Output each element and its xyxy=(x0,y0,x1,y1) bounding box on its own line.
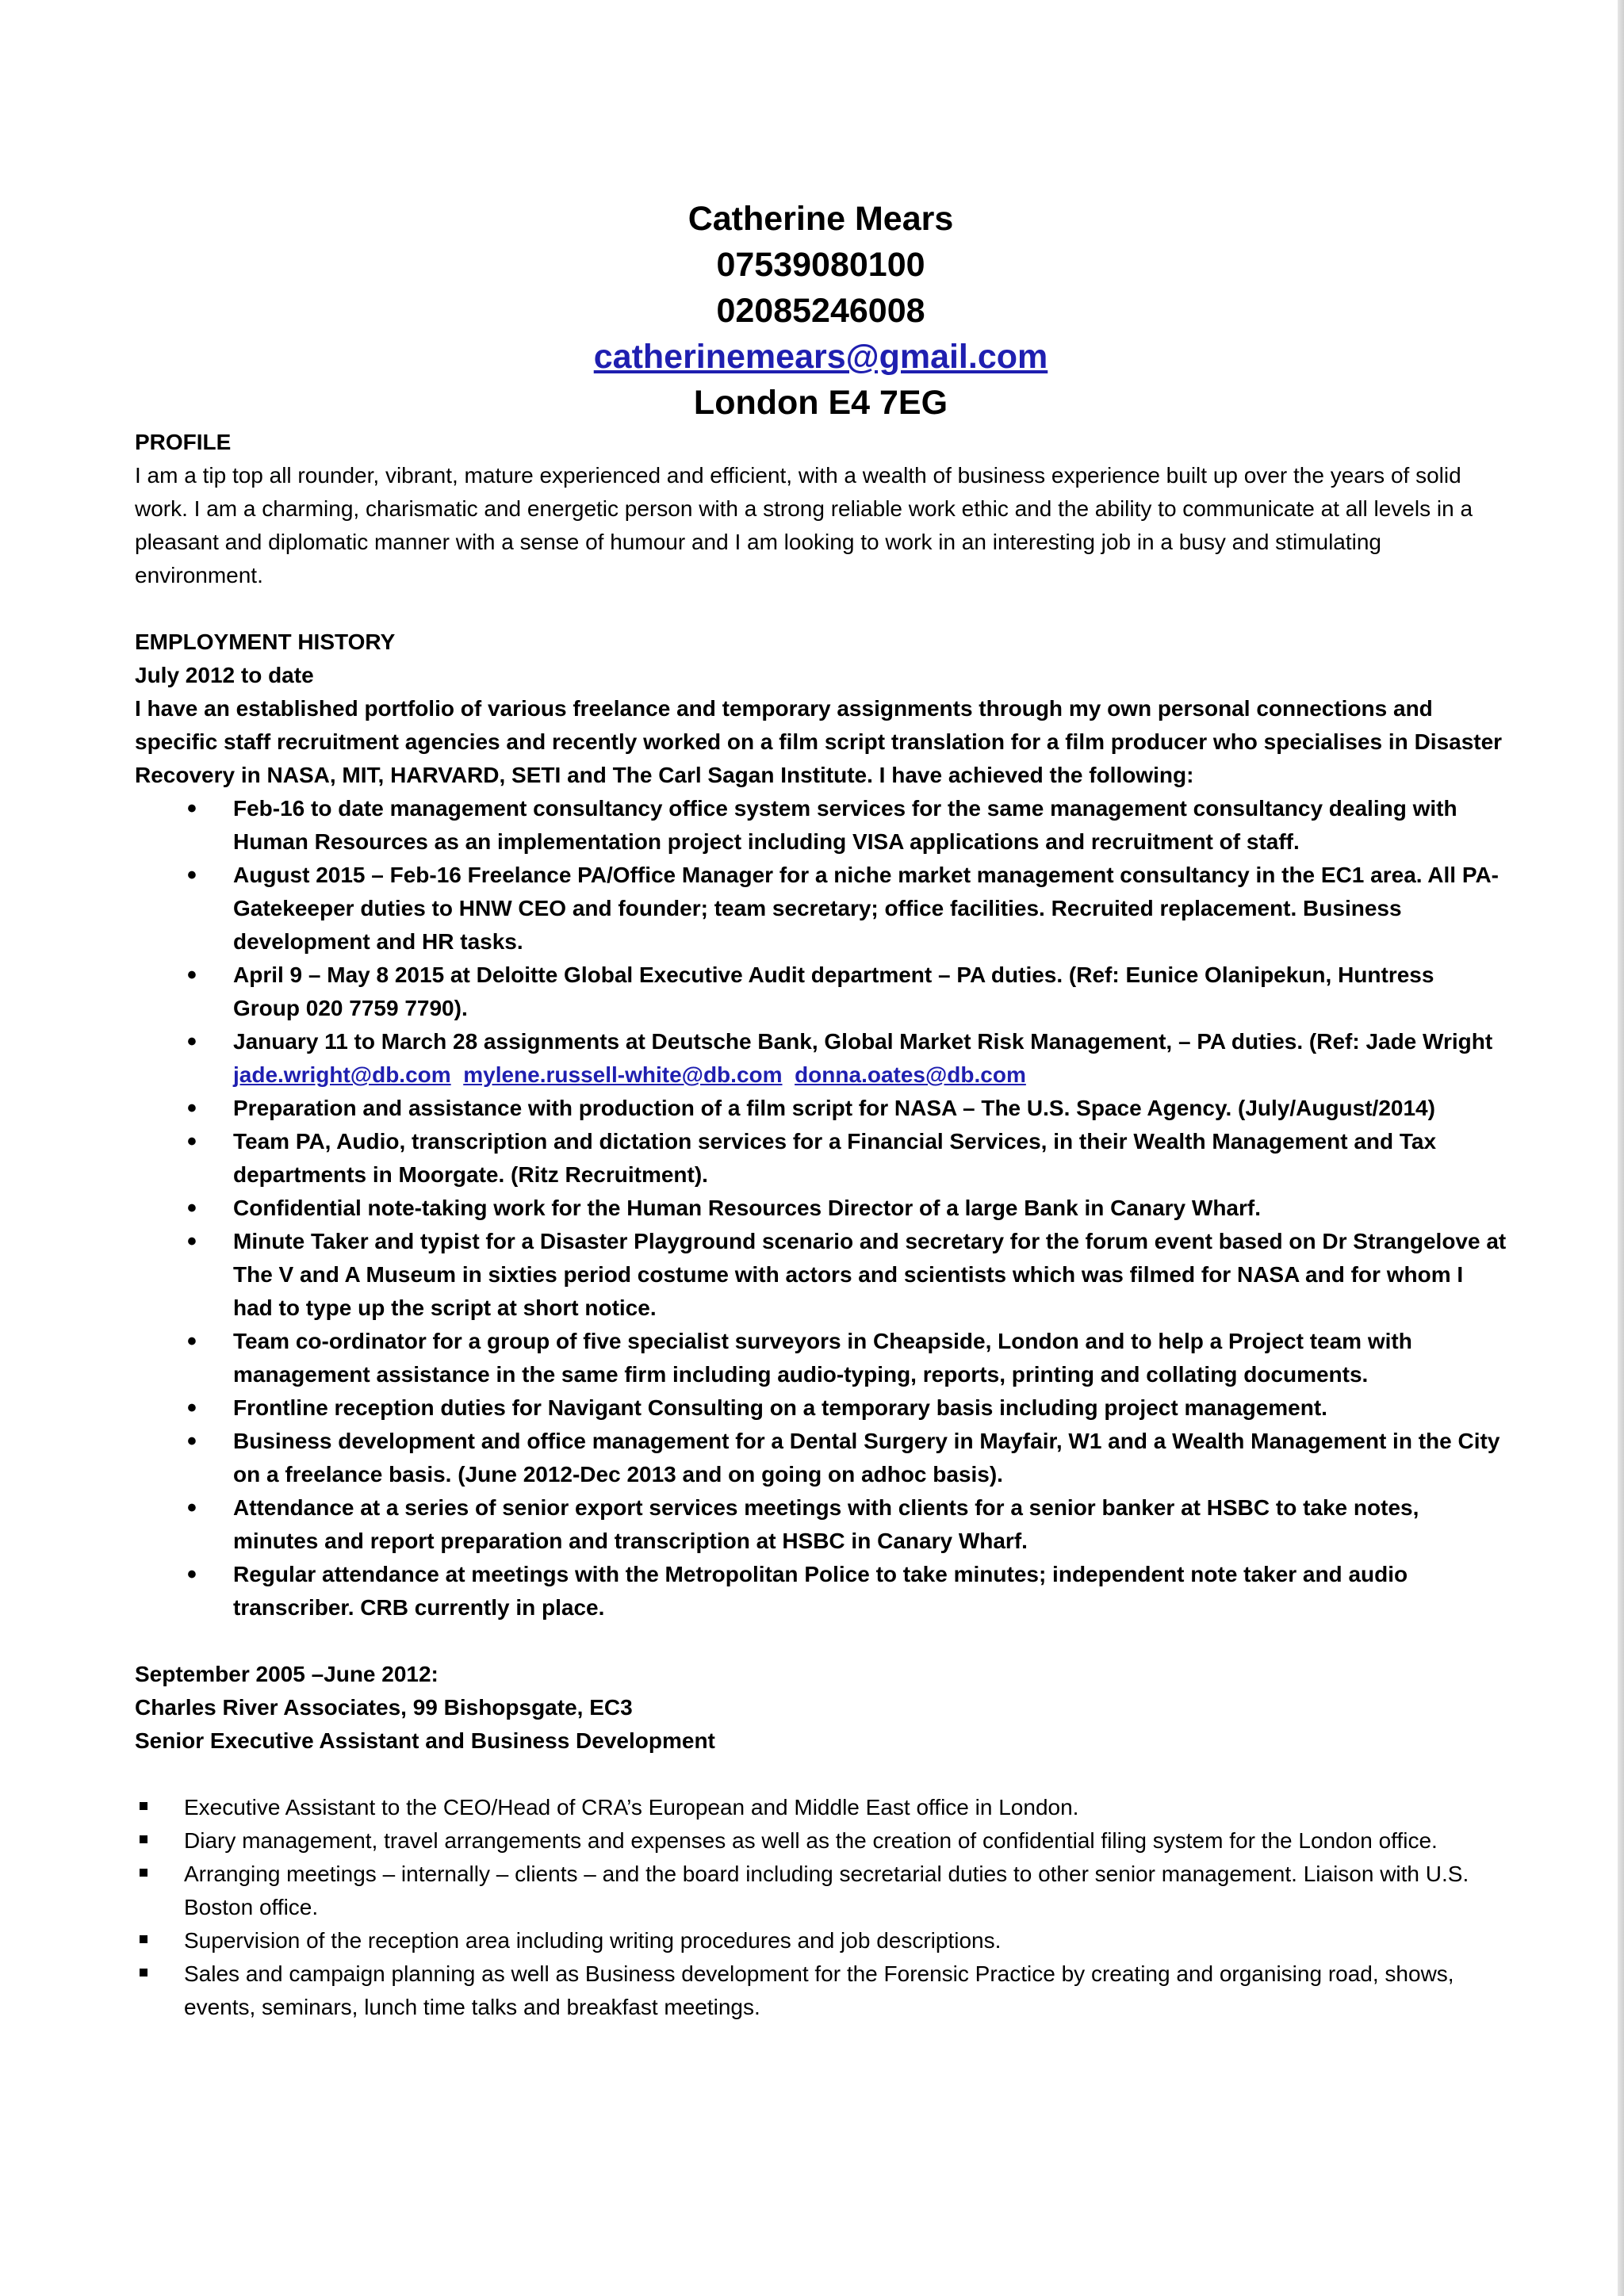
list-item: • Frontline reception duties for Navigant Consulting on a temporary basis including project management. xyxy=(233,1391,1507,1425)
phone-landline: 02085246008 xyxy=(716,292,925,330)
job2-period: September 2005 –June 2012: xyxy=(135,1662,439,1686)
location: London E4 7EG xyxy=(693,384,948,422)
contact-header xyxy=(135,196,1507,426)
list-item: • Preparation and assistance with production of a film script for NASA – The U.S. Space Agency. (July/August/2014) xyxy=(233,1092,1507,1125)
list-item: • Business development and office management for a Dental Surgery in Mayfair, W1 and a Wealth Management in the City on a freelance basis. (June 2012-Dec 2013 and on going on adhoc basis). xyxy=(233,1425,1507,1491)
list-item: Sales and campaign planning as well as Business development for the Forensic Practice by creating and organising road, shows, events, seminars, lunch time talks and breakfast meetings. xyxy=(184,1957,1507,2024)
resume-document xyxy=(135,0,1507,2024)
email-link-mylene[interactable]: mylene.russell-white@db.com xyxy=(463,1062,783,1087)
job1-intro: I have an established portfolio of various freelance and temporary assignments through my own personal connections and specific staff recruitment agencies and recently worked on a film script translation for a film producer who specialises in Disaster Recovery in NASA, MIT, HARVARD, SETI and The Carl Sagan Institute. I have achieved the following: xyxy=(135,696,1503,787)
phone-mobile: 07539080100 xyxy=(716,246,925,284)
db-text: January 11 to March 28 assignments at Deutsche Bank, Global Market Risk Management, – PA duties. (Ref: Jade Wright xyxy=(233,1029,1493,1054)
list-item: • Confidential note-taking work for the Human Resources Director of a large Bank in Canary Wharf. xyxy=(233,1192,1507,1225)
email-link[interactable]: catherinemears@gmail.com xyxy=(593,338,1048,376)
list-item: Diary management, travel arrangements and expenses as well as the creation of confidential filing system for the London office. xyxy=(184,1824,1507,1858)
candidate-name: Catherine Mears xyxy=(688,200,954,238)
list-item: • Team PA, Audio, transcription and dictation services for a Financial Services, in their Wealth Management and Tax departments in Moorgate. (Ritz Recruitment). xyxy=(233,1125,1507,1192)
list-item: • Feb-16 to date management consultancy office system services for the same management consultancy dealing with Human Resources as an implementation project including VISA applications and recruitment of staff. xyxy=(233,792,1507,859)
job2-role: Senior Executive Assistant and Business Development xyxy=(135,1728,715,1753)
list-item: • August 2015 – Feb-16 Freelance PA/Office Manager for a niche market management consultancy in the EC1 area. All PA-Gatekeeper duties to HNW CEO and founder; team secretary; office facilities. Recruited replacement. Business development and HR tasks. xyxy=(233,859,1507,959)
list-item: • Minute Taker and typist for a Disaster Playground scenario and secretary for the forum event based on Dr Strangelove at The V and A Museum in sixties period costume with actors and scientists which was filmed for NASA and for whom I had to type up the script at short notice. xyxy=(233,1225,1507,1325)
list-item-deutsche-bank xyxy=(233,1025,1507,1092)
employment-heading: EMPLOYMENT HISTORY xyxy=(135,629,396,654)
job2-company: Charles River Associates, 99 Bishopsgate, EC3 xyxy=(135,1695,633,1720)
list-item: Executive Assistant to the CEO/Head of CRA’s European and Middle East office in London. xyxy=(184,1791,1507,1824)
list-item: • Team co-ordinator for a group of five specialist surveyors in Cheapside, London and to help a Project team with management assistance in the same firm including audio-typing, reports, printing and collating documents. xyxy=(233,1325,1507,1391)
profile-heading: PROFILE xyxy=(135,430,232,454)
list-item: Supervision of the reception area including writing procedures and job descriptions. xyxy=(184,1924,1507,1957)
job2-bullets xyxy=(135,1791,1507,2024)
list-item: • April 9 – May 8 2015 at Deloitte Global Executive Audit department – PA duties. (Ref: Eunice Olanipekun, Huntress Group 020 7759 7790). xyxy=(233,959,1507,1025)
email-link-donna[interactable]: donna.oates@db.com xyxy=(795,1062,1026,1087)
list-item: • Regular attendance at meetings with the Metropolitan Police to take minutes; independent note taker and audio transcriber. CRB currently in place. xyxy=(233,1558,1507,1624)
list-item: • Attendance at a series of senior export services meetings with clients for a senior banker at HSBC to take notes, minutes and report preparation and transcription at HSBC in Canary Wharf. xyxy=(233,1491,1507,1558)
job1-period: July 2012 to date xyxy=(135,663,314,687)
email-link-jade[interactable]: jade.wright@db.com xyxy=(233,1062,451,1087)
page-edge xyxy=(1618,0,1624,2296)
list-item: Arranging meetings – internally – clients – and the board including secretarial duties to other senior management. Liaison with U.S. Boston office. xyxy=(184,1858,1507,1924)
profile-text: I am a tip top all rounder, vibrant, mature experienced and efficient, with a wealth of business experience built up over the years of solid work. I am a charming, charismatic and energetic person with a strong reliable work ethic and the ability to communicate at all levels in a pleasant and diplomatic manner with a sense of humour and I am looking to work in an interesting job in a busy and stimulating environment. xyxy=(135,463,1473,587)
job1-bullets xyxy=(135,792,1507,1624)
